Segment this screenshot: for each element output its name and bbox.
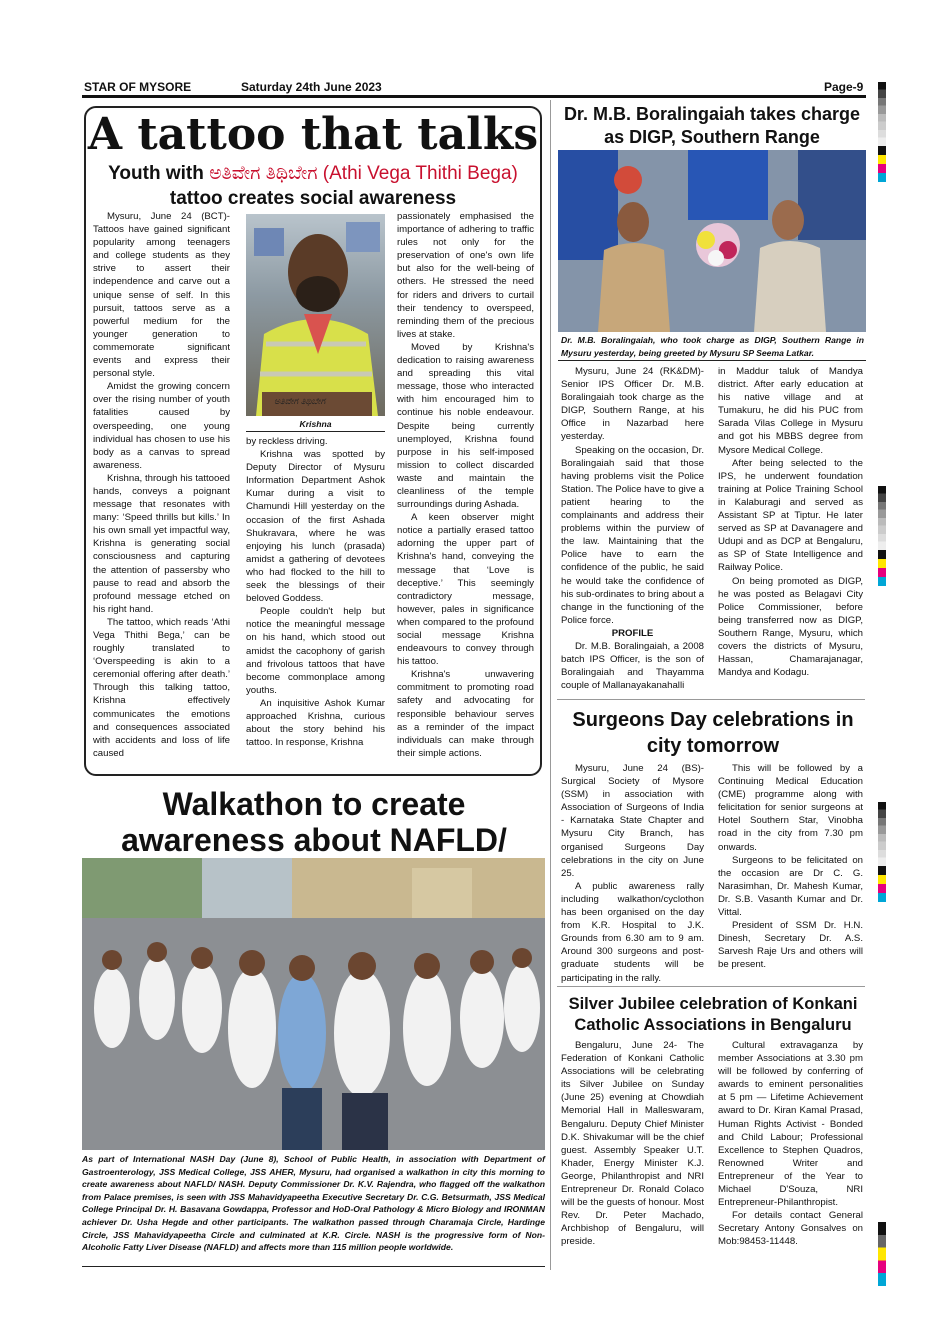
paragraph: in Maddur taluk of Mandya district. After early education at his native village and at Tumakuru, he did his PUC from Sarada Vilas College in Mysuru and got his MBBS degree from Mysore Medical College.: [718, 366, 863, 456]
paragraph: Bengaluru, June 24- The Federation of Konkani Catholic Associations will be celebrating its Silver Jubilee on Sunday (June 25) evening at Chowdiah Memorial Hall in Malleswaram, Bengaluru. Deputy Chief Minister D.K. Shivakumar will be the chief guest. Assembly Speaker U.T. Khader, Energy Minister K.J. George, Philanthropist and NRI Entrepreneur Dr. Ronald Colaco will be the guests of honour. Most Rev. Dr. Peter Machado, Archbishop of Bengaluru, will preside.: [561, 1040, 704, 1248]
registration-color-bar: [878, 866, 886, 902]
registration-gray-bar: [878, 802, 886, 866]
registration-gray-bar: [878, 486, 886, 550]
tattoo-column-2: [246, 435, 385, 749]
digp-column-1: [561, 365, 704, 692]
krishna-photo: [246, 214, 385, 416]
paragraph: President of SSM Dr. H.N. Dinesh, Secretary Dr. A.S. Sarvesh Raje Urs and others will be present.: [718, 920, 863, 971]
walkathon-photo-caption: As part of International NASH Day (June 8), School of Public Health, in association with Department of Gastroenterology, JSS Medical College, JSS AHER, Mysuru, had organised a walkathon in city this morning to create awareness about NAFLD/ NASH. Deputy Commissioner Dr. K.V. Rajendra, who flagged off the walkathon from Palace premises, is seen with JSS Mahavidyapeetha Executive Secretary Dr. C.G. Betsurmath, JSS Medical College Principal Dr. H. Basavana Gowdappa, Professor and HoD-Oral Pathology & Micro Biology and IRONMAN achiever Dr. Usha Hegde and other participants. The walkathon passed through Charamaja Circle, Hardinge Circle, JSS Mahavidyapeetha Circle and culminated at K.R. Circle. NASH is the progressive form of Non-Alcoholic Fatty Liver Disease (NAFLD) and affects more than 115 million people worldwide.: [82, 1154, 545, 1253]
paragraph: Mysuru, June 24 (RK&DM)- Senior IPS Officer Dr. M.B. Boralingaiah took charge as the DIGP, Southern Range, at his Office in Nazarbad here yesterday.: [561, 366, 704, 443]
tattoo-headline: A tattoo that talks: [87, 109, 539, 160]
paragraph: Dr. M.B. Boralingaiah, a 2008 batch IPS Officer, is the son of Boralingaiah and Thayamma couple of Mallanayakanahalli: [561, 640, 704, 692]
paragraph: The tattoo, which reads ‘Athi Vega Thithi Bega,’ can be roughly translated to ‘Overspeeding is akin to a ceremonial offering after death.’ Through this talking tattoo, Krishna effectively communicates the emotions and consequences associated with accidents and loss of life caused: [93, 616, 230, 759]
paragraph: Surgeons to be felicitated on the occasion are Dr C. G. Narasimhan, Dr. Mahesh Kumar, Dr. S.B. Vasanth Kumar and Dr. Vittal.: [718, 854, 863, 919]
surgeons-column-1: [561, 762, 704, 985]
digp-photo: [558, 150, 866, 332]
header-rule: [82, 95, 866, 98]
surgeons-column-2: [718, 762, 863, 972]
walkathon-illustration: [82, 858, 545, 1150]
paragraph: After being selected to the IPS, he underwent foundation training at Police Training School in Kalaburagi and served as Assistant SP at Tiptur. He later served as SP at Davanagere and Udupi and as DCP at Bengaluru, as SP of State Intelligence and Railway Police.: [718, 457, 863, 574]
section-divider: [557, 699, 865, 700]
digp-photo-caption: Dr. M.B. Boralingaiah, who took charge as DIGP, Southern Range in Mysuru yesterday, being greeted by Mysuru SP Seema Latkar.: [561, 335, 864, 358]
paragraph: A public awareness rally including walkathon/cyclothon has been organised on the day from K.R. Hospital to J.K. Grounds from 6.30 am to 9 am. Around 300 surgeons and post-graduate students will be participating in the rally.: [561, 880, 704, 984]
paragraph: Speaking on the occasion, Dr. Boralingaiah said that those having problems visit the Police Station. The Police have to give a patient hearing to the complainants and address their problems within the purview of the law. Maintaining that the Police have to earn the confidence of the public, he said he would take the confidence of his sub-ordinates to bring about a change in the functioning of the Police force.: [561, 444, 704, 626]
surgeons-headline: Surgeons Day celebrations in city tomorrow: [572, 709, 854, 757]
tattoo-column-1: [93, 210, 230, 760]
paragraph: Krishna was spotted by Deputy Director of Mysuru Information Department Ashok Kumar during a visit to Chamundi Hill yesterday on the occasion of the first Ashada Shukravara, where he was enjoying his lunch (prasada) amidst a gathering of devotees who had flocked to the hill to seek the blessings of their beloved Goddess.: [246, 449, 385, 605]
digp-caption-rule: [558, 360, 866, 361]
walkathon-photo: [82, 858, 545, 1150]
profile-subhead: PROFILE: [611, 627, 654, 639]
walkathon-caption-rule: [82, 1266, 545, 1267]
hand-tattoo-text: ಅತಿವೇಗ ತಿಥಿಬೇಗ: [274, 396, 326, 406]
issue-date: Saturday 24th June 2023: [241, 80, 382, 94]
konkani-column-1: [561, 1039, 704, 1249]
paragraph: Moved by Krishna's dedication to raising awareness and spreading this vital message, those who interacted with him encouraged him to continue his noble endeavour. Despite being currently unemployed, Krishna found purpose in his self-imposed mission to collect discarded waste and maintain the cleanliness of the temple surroundings during Ashada.: [397, 341, 534, 511]
konkani-headline: Silver Jubilee celebration of Konkani Catholic Associations in Bengaluru: [568, 995, 858, 1034]
paragraph: Mysuru, June 24 (BCT)- Tattoos have gained significant popularity among teenagers and college students as they strive to assert their independence and carve out a unique sense of self. In this pursuit, tattoos serve as a powerful medium for the younger generation to commemorate significant events and express their personal style.: [93, 211, 230, 380]
konkani-column-2: [718, 1039, 863, 1249]
portrait-illustration: [246, 214, 385, 416]
newspaper-name: STAR OF MYSORE: [84, 80, 192, 94]
paragraph: An inquisitive Ashok Kumar approached Krishna, curious about the story behind his tattoo. In response, Krishna: [246, 697, 385, 749]
paragraph: Amidst the growing concern over the rising number of youth fatalities caused by overspeeding, one young individual has chosen to use his body as a canvas to spread awareness.: [93, 381, 230, 471]
registration-color-bar: [878, 1222, 886, 1286]
paragraph: People couldn't help but notice the meaningful message on his hand, which stood out amidst the cacophony of garish and frivolous tattoos that have become commonplace among youths.: [246, 606, 385, 696]
paragraph: Krishna, through his tattooed hands, conveys a poignant message that resonates with many: ‘Speed thrills but kills.’ In his own small yet impactful way, Krishna is generating social consciousness and capturing the attention of passersby who pause to read and absorb the profound message etched on his right hand.: [93, 472, 230, 615]
paragraph: Krishna's unwavering commitment to promoting road safety and advocating for responsible behaviour serves as a reminder of the impact individuals can make through their simple actions.: [397, 669, 534, 759]
paragraph: Mysuru, June 24 (BS)- Surgical Society of Mysore (SSM) in association with Association of Surgeons of India - Karnataka State Chapter and Mysuru City Branch, has organised Surgeons Day celebrations in the city on June 25.: [561, 763, 704, 879]
paragraph: passionately emphasised the importance of adhering to traffic rules not only for the preservation of one's own life but also for the well-being of others. He stressed the need for riders and drivers to curtail their tendency to overspeed, reminding them of the precious lives at stake.: [397, 211, 534, 340]
digp-column-2: [718, 365, 863, 679]
digp-headline: Dr. M.B. Boralingaiah takes charge as DIGP, Southern Range: [563, 104, 861, 147]
paragraph: Cultural extravaganza by member Associations at 3.30 pm will be followed by conferring of awards to eminent personalities at 5 pm — Lifetime Achievement award to Dr. Kiran Kamal Prasad, Human Rights Activist - Bonded and Child Labour; Professional Excellence to Stephen Quadros, Renowned Writer and Entrepreneur of the Year to Michael D'Souza, NRI Entrepreneur-Philanthropist.: [718, 1040, 863, 1209]
section-divider: [557, 986, 865, 987]
tattoo-subheadline-2: tattoo creates social awareness: [169, 188, 457, 209]
registration-color-bar: [878, 550, 886, 586]
registration-color-bar: [878, 146, 886, 182]
paragraph: For details contact General Secretary Antony Gonsalves on Mob:98453-11448.: [718, 1210, 863, 1248]
paragraph: by reckless driving.: [246, 436, 328, 447]
registration-gray-bar: [878, 82, 886, 146]
page-number: Page-9: [824, 80, 864, 94]
krishna-photo-caption: Krishna: [299, 419, 332, 429]
paragraph: A keen observer might notice a partially erased tattoo adorning the upper part of Krishna's hand, conveying the message that ‘Love is deceptive.’ This seemingly contradictory message, however, pales in significance when compared to the profound social message Krishna endeavours to convey through his tattoo.: [397, 512, 534, 668]
caption-rule: [246, 431, 385, 432]
paragraph: This will be followed by a Continuing Medical Education (CME) programme along with felicitation for senior surgeons at Hotel Southern Star, Vinobha road in the city from 7.30 pm onwards.: [718, 763, 863, 853]
tattoo-column-3: [397, 210, 534, 760]
digp-illustration: [558, 150, 866, 332]
paragraph: On being promoted as DIGP, he was posted as Belagavi City Police Commissioner, before being transferred now as DIGP, Southern Range, Mysuru, which covers the districts of Mysuru, Hassan, Chamarajanagar, Mandya and Kodagu.: [718, 575, 863, 679]
walkathon-headline: Walkathon to create awareness about NAFLD/: [121, 786, 507, 858]
tattoo-subheadline: Youth with ಅತಿವೇಗ ತಿಥಿಬೇಗ (Athi Vega Thithi Bega): [108, 163, 518, 184]
column-divider: [550, 100, 551, 1270]
